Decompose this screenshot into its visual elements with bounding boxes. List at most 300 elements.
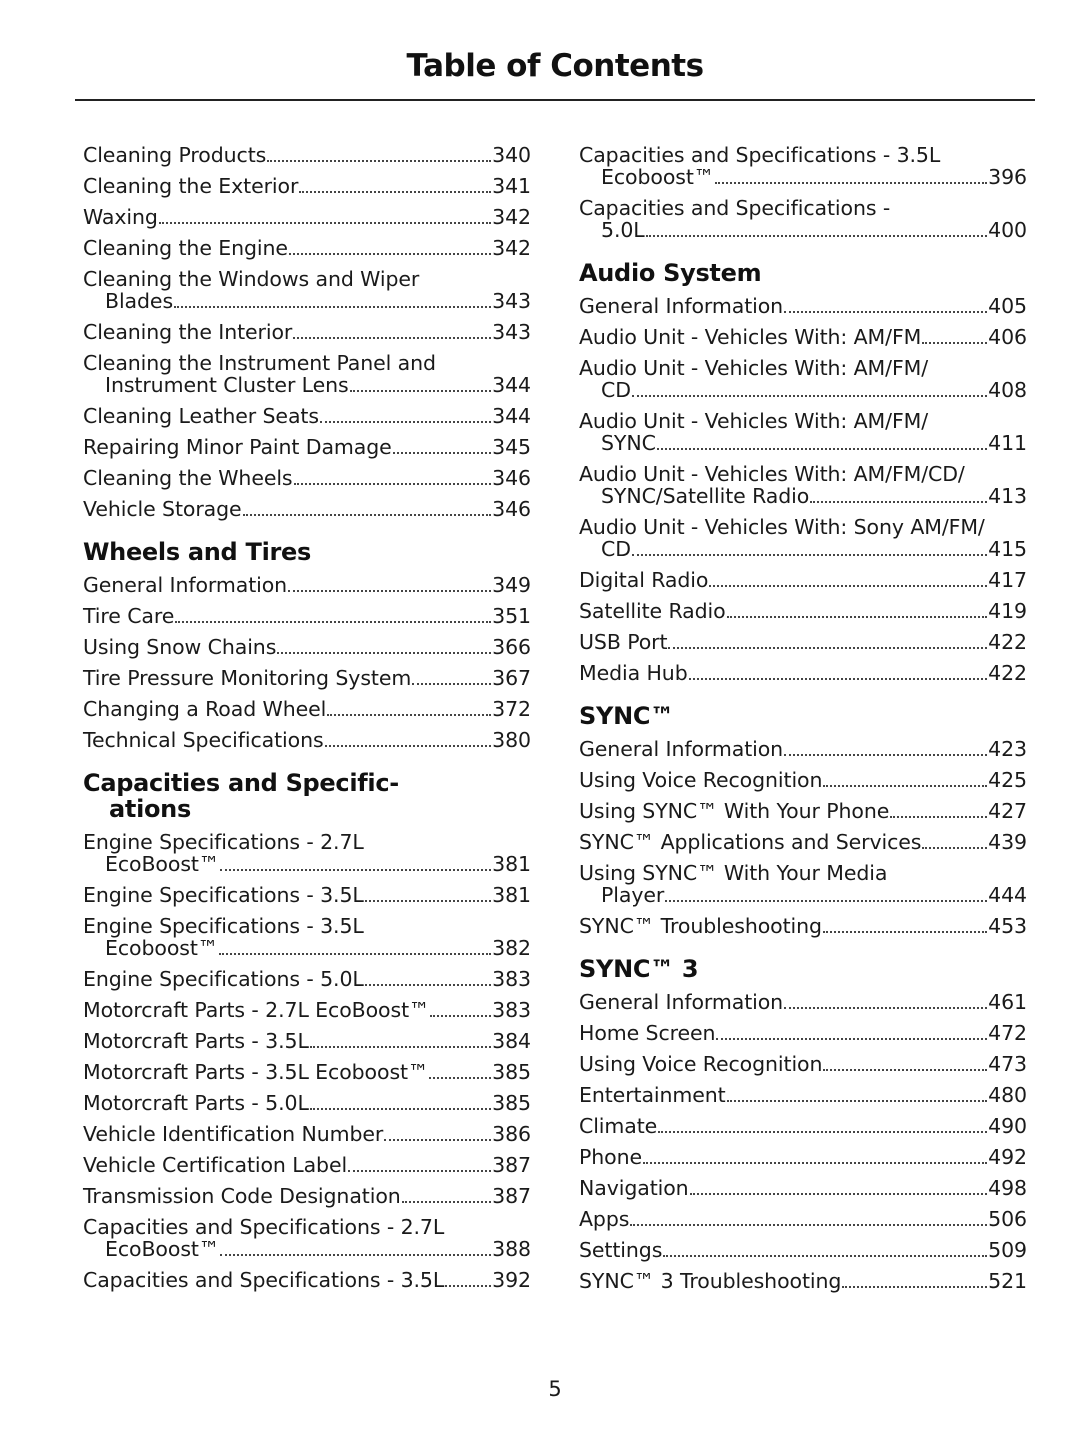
toc-entry-title: Motorcraft Parts - 5.0L <box>83 1091 309 1115</box>
toc-entry-row <box>83 667 531 690</box>
toc-entry-title: Repairing Minor Paint Damage <box>83 435 392 459</box>
toc-entry-row <box>579 1022 1027 1045</box>
toc-entry[interactable] <box>579 915 1027 938</box>
toc-entry[interactable] <box>83 915 531 960</box>
dot-leader <box>632 554 987 556</box>
toc-entry-row <box>579 915 1027 938</box>
toc-entry[interactable] <box>579 769 1027 792</box>
toc-entry-page: 422 <box>988 661 1027 685</box>
toc-entry-row <box>579 769 1027 792</box>
dot-leader <box>646 235 988 237</box>
dot-leader <box>219 953 491 955</box>
toc-entry-title: Transmission Code Designation <box>83 1184 401 1208</box>
toc-entry-title: Cleaning the Exterior <box>83 174 299 198</box>
page-title: Table of Contents <box>406 48 704 84</box>
toc-entry[interactable] <box>579 831 1027 854</box>
dot-leader <box>658 1131 987 1133</box>
toc-entry[interactable] <box>83 1123 531 1146</box>
toc-entry-page: 388 <box>492 1237 531 1261</box>
toc-entry-title: Ecoboost™ <box>105 936 219 960</box>
toc-entry[interactable] <box>579 516 1027 561</box>
toc-entry-row <box>83 937 531 960</box>
dot-leader <box>220 869 491 871</box>
dot-leader <box>715 182 987 184</box>
toc-entry-page: 351 <box>492 604 531 628</box>
toc-entry-title: USB Port <box>579 630 668 654</box>
toc-entry[interactable] <box>579 410 1027 455</box>
section-title-line2: ations <box>109 795 191 823</box>
toc-entry-title-line: Audio Unit - Vehicles With: AM/FM/CD/ <box>579 462 965 486</box>
toc-entry-page: 372 <box>492 697 531 721</box>
toc-entry-page: 392 <box>492 1268 531 1292</box>
toc-entry-title: Blades <box>105 289 174 313</box>
section-title <box>579 956 1027 982</box>
toc-entry-row <box>579 1146 1027 1169</box>
toc-entry-row <box>579 295 1027 318</box>
dot-leader <box>267 160 491 162</box>
toc-entry-row <box>83 999 531 1022</box>
dot-leader <box>402 1201 492 1203</box>
toc-entry-row <box>83 1123 531 1146</box>
toc-entry-page: 383 <box>492 998 531 1022</box>
dot-leader <box>709 585 987 587</box>
left-column <box>83 144 531 1310</box>
toc-entry-row <box>579 485 1027 508</box>
dot-leader <box>327 714 491 716</box>
dot-leader <box>784 311 987 313</box>
toc-list <box>83 574 531 752</box>
toc-entry-row <box>579 738 1027 761</box>
toc-entry[interactable] <box>579 1146 1027 1169</box>
toc-entry-title: Engine Specifications - 3.5L <box>83 883 364 907</box>
toc-entry-title: Engine Specifications - 5.0L <box>83 967 364 991</box>
toc-entry-title: Cleaning Products <box>83 143 267 167</box>
toc-entry[interactable] <box>83 1216 531 1261</box>
capacities-continued-section <box>579 144 1027 242</box>
toc-entry-page: 422 <box>988 630 1027 654</box>
toc-entry-title: Motorcraft Parts - 3.5L <box>83 1029 309 1053</box>
toc-entry[interactable] <box>579 600 1027 623</box>
dot-leader <box>689 678 988 680</box>
toc-entry-title: Vehicle Storage <box>83 497 242 521</box>
dot-leader <box>823 931 987 933</box>
toc-entry[interactable] <box>83 1030 531 1053</box>
toc-entry-page: 480 <box>988 1083 1027 1107</box>
section-title-text: Wheels and Tires <box>83 538 311 566</box>
toc-entry-title: General Information <box>579 737 784 761</box>
dot-leader <box>727 616 988 618</box>
section-title <box>579 260 1027 286</box>
toc-entry-title: EcoBoost™ <box>105 1237 220 1261</box>
toc-entry-row <box>579 1208 1027 1231</box>
toc-entry-title: Digital Radio <box>579 568 709 592</box>
toc-entry-row <box>83 853 531 876</box>
toc-entry-title: Audio Unit - Vehicles With: AM/FM <box>579 325 922 349</box>
toc-entry-title: SYNC™ Troubleshooting <box>579 914 822 938</box>
dot-leader <box>384 1139 491 1141</box>
toc-entry-row <box>579 1270 1027 1293</box>
toc-entry[interactable] <box>83 1185 531 1208</box>
toc-entry-title: EcoBoost™ <box>105 852 220 876</box>
toc-entry-page: 439 <box>988 830 1027 854</box>
toc-entry-title: Using SYNC™ With Your Phone <box>579 799 890 823</box>
toc-entry[interactable] <box>579 631 1027 654</box>
toc-entry-row <box>83 175 531 198</box>
toc-entry-title: SYNC/Satellite Radio <box>601 484 810 508</box>
toc-entry-row <box>579 1177 1027 1200</box>
toc-entry-row <box>83 290 531 313</box>
toc-entry-row <box>83 1030 531 1053</box>
toc-entry[interactable] <box>83 206 531 229</box>
toc-entry-page: 346 <box>492 466 531 490</box>
toc-entry[interactable] <box>83 729 531 752</box>
toc-entry-page: 382 <box>492 936 531 960</box>
toc-entry-title: Using Voice Recognition <box>579 768 823 792</box>
toc-entry[interactable] <box>83 667 531 690</box>
toc-entry-page: 344 <box>492 404 531 428</box>
toc-entry-title: Motorcraft Parts - 3.5L Ecoboost™ <box>83 1060 429 1084</box>
toc-entry-title: Entertainment <box>579 1083 726 1107</box>
dot-leader <box>293 337 491 339</box>
dot-leader <box>429 1077 491 1079</box>
toc-entry[interactable] <box>579 662 1027 685</box>
toc-entry-row <box>579 1115 1027 1138</box>
toc-entry-page: 341 <box>492 174 531 198</box>
toc-entry-page: 386 <box>492 1122 531 1146</box>
toc-entry-page: 492 <box>988 1145 1027 1169</box>
toc-entry-title-line: Engine Specifications - 3.5L <box>83 914 364 938</box>
section-title <box>83 539 531 565</box>
dot-leader <box>430 1015 491 1017</box>
toc-entry-page: 509 <box>988 1238 1027 1262</box>
toc-entry[interactable] <box>579 1239 1027 1262</box>
toc-entry-title: Vehicle Identification Number <box>83 1122 384 1146</box>
toc-entry[interactable] <box>83 605 531 628</box>
dot-leader <box>657 448 987 450</box>
toc-entry[interactable] <box>83 1269 531 1292</box>
toc-entry-page: 413 <box>988 484 1027 508</box>
dot-leader <box>663 1255 987 1257</box>
dot-leader <box>294 483 492 485</box>
toc-entry-row <box>83 574 531 597</box>
toc-entry-title: General Information <box>579 294 784 318</box>
toc-entry[interactable] <box>579 569 1027 592</box>
toc-entry[interactable] <box>83 1092 531 1115</box>
toc-entry-row <box>83 374 531 397</box>
toc-entry[interactable] <box>579 463 1027 508</box>
toc-entry-title-line: Audio Unit - Vehicles With: Sony AM/FM/ <box>579 515 985 539</box>
toc-entry[interactable] <box>579 1177 1027 1200</box>
toc-entry[interactable] <box>83 467 531 490</box>
toc-entry-page: 381 <box>492 852 531 876</box>
toc-entry-page: 349 <box>492 573 531 597</box>
toc-entry-title-line: Engine Specifications - 2.7L <box>83 830 364 854</box>
toc-entry-row <box>83 237 531 260</box>
toc-entry-page: 340 <box>492 143 531 167</box>
wheels-and-tires-section <box>83 539 531 752</box>
toc-entry-title: Cleaning the Wheels <box>83 466 293 490</box>
title-divider <box>75 99 1035 101</box>
section-title <box>579 703 1027 729</box>
toc-entry-page: 521 <box>988 1269 1027 1293</box>
dot-leader <box>668 647 987 649</box>
dot-leader <box>365 900 491 902</box>
toc-entry-page: 384 <box>492 1029 531 1053</box>
toc-entry[interactable] <box>83 1061 531 1084</box>
toc-entry[interactable] <box>579 800 1027 823</box>
toc-entry-title: Tire Care <box>83 604 175 628</box>
toc-entry-row <box>579 326 1027 349</box>
toc-entry-title-line: Capacities and Specifications - 2.7L <box>83 1215 445 1239</box>
toc-entry[interactable] <box>579 1022 1027 1045</box>
toc-entry[interactable] <box>579 197 1027 242</box>
toc-entry-title: CD <box>601 378 631 402</box>
dot-leader <box>922 342 987 344</box>
toc-entry-page: 344 <box>492 373 531 397</box>
toc-entry-title: Using Snow Chains <box>83 635 277 659</box>
dot-leader <box>320 421 491 423</box>
toc-entry[interactable] <box>83 636 531 659</box>
toc-entry-row <box>83 1092 531 1115</box>
toc-entry-row <box>83 636 531 659</box>
toc-entry-title: SYNC™ Applications and Services <box>579 830 922 854</box>
toc-entry[interactable] <box>83 405 531 428</box>
toc-entry-row <box>83 321 531 344</box>
toc-entry[interactable] <box>83 498 531 521</box>
dot-leader <box>310 1046 491 1048</box>
toc-entry-page: 411 <box>988 431 1027 455</box>
toc-entry-row <box>83 498 531 521</box>
toc-entry[interactable] <box>83 884 531 907</box>
toc-list <box>579 991 1027 1293</box>
toc-entry[interactable] <box>83 436 531 459</box>
toc-entry-row <box>579 631 1027 654</box>
toc-entry-page: 425 <box>988 768 1027 792</box>
toc-entry-row <box>579 884 1027 907</box>
toc-entry-title: Home Screen <box>579 1021 716 1045</box>
toc-entry-title: Motorcraft Parts - 2.7L EcoBoost™ <box>83 998 430 1022</box>
toc-entry-title: Changing a Road Wheel <box>83 697 327 721</box>
dot-leader <box>823 785 987 787</box>
toc-entry-row <box>579 991 1027 1014</box>
toc-entry[interactable] <box>579 738 1027 761</box>
toc-entry[interactable] <box>83 698 531 721</box>
toc-entry-title: CD <box>601 537 631 561</box>
toc-entry-row <box>83 1154 531 1177</box>
toc-entry-row <box>579 569 1027 592</box>
dot-leader <box>445 1285 491 1287</box>
toc-entry[interactable] <box>579 991 1027 1014</box>
toc-entry-title: Using Voice Recognition <box>579 1052 823 1076</box>
toc-entry-row <box>83 206 531 229</box>
toc-entry[interactable] <box>579 1270 1027 1293</box>
toc-entry-row <box>579 800 1027 823</box>
toc-entry-page: 506 <box>988 1207 1027 1231</box>
toc-entry-page: 415 <box>988 537 1027 561</box>
toc-entry-title: Ecoboost™ <box>601 165 715 189</box>
dot-leader <box>365 984 491 986</box>
toc-entry-title: SYNC <box>601 431 656 455</box>
dot-leader <box>842 1286 987 1288</box>
toc-entry-row <box>83 405 531 428</box>
toc-entry-page: 383 <box>492 967 531 991</box>
toc-entry[interactable] <box>579 1084 1027 1107</box>
toc-entry-page: 381 <box>492 883 531 907</box>
toc-entry-title: Apps <box>579 1207 630 1231</box>
toc-entry-row <box>579 166 1027 189</box>
toc-entry-page: 419 <box>988 599 1027 623</box>
dot-leader <box>784 1007 987 1009</box>
dot-leader <box>643 1162 987 1164</box>
toc-entry-row <box>579 219 1027 242</box>
toc-entry-page: 346 <box>492 497 531 521</box>
dot-leader <box>174 306 491 308</box>
toc-entry-title-line: Capacities and Specifications - <box>579 196 891 220</box>
dot-leader <box>922 847 987 849</box>
toc-entry-row <box>579 379 1027 402</box>
toc-entry[interactable] <box>579 1115 1027 1138</box>
dot-leader <box>243 514 492 516</box>
toc-entry-title: Climate <box>579 1114 658 1138</box>
toc-entry[interactable] <box>83 237 531 260</box>
toc-entry-page: 427 <box>988 799 1027 823</box>
dot-leader <box>220 1254 491 1256</box>
toc-entry-title: SYNC™ 3 Troubleshooting <box>579 1269 842 1293</box>
toc-entry-title-line: Capacities and Specifications - 3.5L <box>579 143 941 167</box>
toc-entry-page: 423 <box>988 737 1027 761</box>
dot-leader <box>299 191 491 193</box>
toc-entry-page: 345 <box>492 435 531 459</box>
toc-entry[interactable] <box>579 862 1027 907</box>
dot-leader <box>277 652 491 654</box>
dot-leader <box>810 501 987 503</box>
toc-entry-title: General Information <box>579 990 784 1014</box>
toc-entry-page: 385 <box>492 1091 531 1115</box>
toc-entry-title-line: Cleaning the Instrument Panel and <box>83 351 436 375</box>
toc-entry-title: Satellite Radio <box>579 599 726 623</box>
toc-entry-page: 342 <box>492 205 531 229</box>
toc-entry-title: Capacities and Specifications - 3.5L <box>83 1268 445 1292</box>
toc-entry-row <box>83 1061 531 1084</box>
toc-entry-page: 387 <box>492 1153 531 1177</box>
toc-entry-row <box>83 1238 531 1261</box>
toc-entry[interactable] <box>579 326 1027 349</box>
toc-entry-page: 472 <box>988 1021 1027 1045</box>
dot-leader <box>823 1069 987 1071</box>
toc-entry[interactable] <box>83 968 531 991</box>
toc-entry-title: Instrument Cluster Lens <box>105 373 349 397</box>
toc-entry-row <box>83 1269 531 1292</box>
toc-entry-title: Media Hub <box>579 661 688 685</box>
section-title-text: Audio System <box>579 259 762 287</box>
dot-leader <box>289 253 491 255</box>
audio-system-section <box>579 260 1027 685</box>
toc-entry-page: 400 <box>988 218 1027 242</box>
toc-entry-row <box>83 467 531 490</box>
toc-entry-page: 498 <box>988 1176 1027 1200</box>
toc-list <box>83 144 531 521</box>
toc-entry-page: 473 <box>988 1052 1027 1076</box>
toc-entry-title-line: Audio Unit - Vehicles With: AM/FM/ <box>579 356 929 380</box>
toc-entry-row <box>579 1053 1027 1076</box>
toc-entry-page: 343 <box>492 320 531 344</box>
dot-leader <box>348 1170 491 1172</box>
toc-entry[interactable] <box>83 268 531 313</box>
toc-entry-row <box>83 729 531 752</box>
toc-entry-row <box>579 432 1027 455</box>
dot-leader <box>350 390 492 392</box>
toc-list <box>579 144 1027 242</box>
toc-entry-title: General Information <box>83 573 288 597</box>
toc-list <box>83 831 531 1292</box>
toc-entry[interactable] <box>83 144 531 167</box>
toc-entry-page: 385 <box>492 1060 531 1084</box>
toc-entry[interactable] <box>579 1208 1027 1231</box>
dot-leader <box>159 222 491 224</box>
toc-entry-row <box>579 1239 1027 1262</box>
sync3-section <box>579 956 1027 1293</box>
toc-entry-page: 406 <box>988 325 1027 349</box>
toc-entry[interactable] <box>83 999 531 1022</box>
dot-leader <box>630 1224 987 1226</box>
toc-entry[interactable] <box>83 574 531 597</box>
dot-leader <box>632 395 987 397</box>
toc-entry-page: 453 <box>988 914 1027 938</box>
toc-entry-title: 5.0L <box>601 218 645 242</box>
toc-entry[interactable] <box>83 831 531 876</box>
toc-entry-title-line: Audio Unit - Vehicles With: AM/FM/ <box>579 409 929 433</box>
toc-entry[interactable] <box>83 352 531 397</box>
dot-leader <box>690 1193 988 1195</box>
toc-entry[interactable] <box>579 295 1027 318</box>
toc-entry[interactable] <box>579 144 1027 189</box>
dot-leader <box>175 621 491 623</box>
toc-entry[interactable] <box>83 321 531 344</box>
dot-leader <box>325 745 492 747</box>
toc-entry-page: 444 <box>988 883 1027 907</box>
toc-list <box>579 738 1027 938</box>
dot-leader <box>727 1100 988 1102</box>
toc-entry-title: Technical Specifications <box>83 728 324 752</box>
page-number: 5 <box>548 1377 562 1401</box>
toc-entry-page: 343 <box>492 289 531 313</box>
toc-entry-page: 408 <box>988 378 1027 402</box>
toc-entry-row <box>83 605 531 628</box>
toc-entry-page: 396 <box>988 165 1027 189</box>
toc-entry-row <box>83 884 531 907</box>
toc-entry[interactable] <box>83 1154 531 1177</box>
toc-entry-title-line: Cleaning the Windows and Wiper <box>83 267 420 291</box>
sync-section <box>579 703 1027 938</box>
toc-entry-row <box>83 1185 531 1208</box>
toc-entry[interactable] <box>579 357 1027 402</box>
dot-leader <box>716 1038 987 1040</box>
toc-entry-title: Cleaning Leather Seats <box>83 404 319 428</box>
section-title-text: SYNC™ <box>579 702 674 730</box>
dot-leader <box>393 452 491 454</box>
toc-entry[interactable] <box>83 175 531 198</box>
toc-entry-row <box>83 436 531 459</box>
toc-entry-title-line: Using SYNC™ With Your Media <box>579 861 888 885</box>
toc-entry[interactable] <box>579 1053 1027 1076</box>
toc-entry-row <box>83 698 531 721</box>
toc-entry-row <box>83 968 531 991</box>
section-title-text: SYNC™ 3 <box>579 955 699 983</box>
toc-entry-row <box>579 600 1027 623</box>
toc-entry-page: 405 <box>988 294 1027 318</box>
toc-entry-row <box>579 662 1027 685</box>
toc-entry-title: Waxing <box>83 205 158 229</box>
